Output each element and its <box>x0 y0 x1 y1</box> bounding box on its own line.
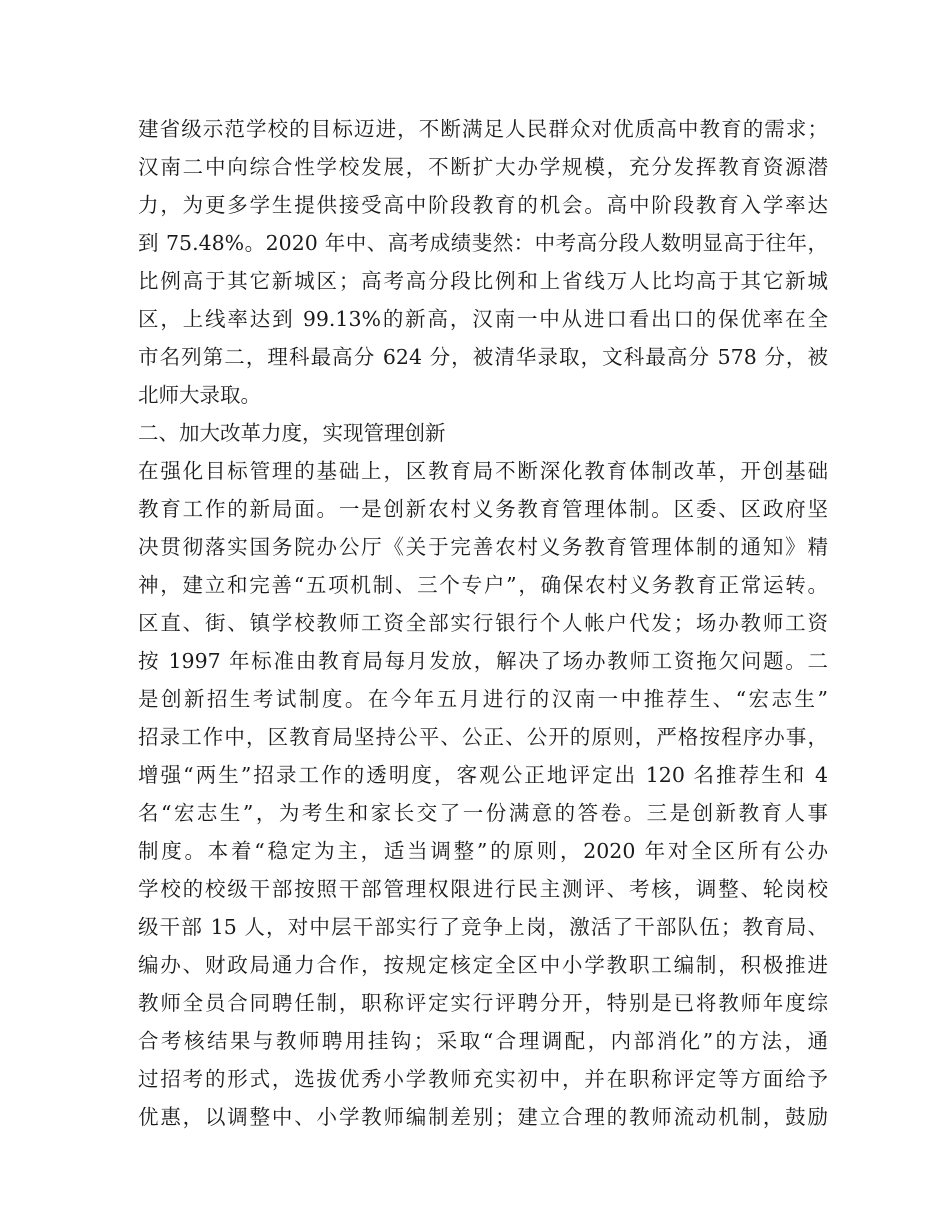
text-line: 比例高于其它新城区；高考高分段比例和上省线万人比均高于其它新城 <box>138 269 828 293</box>
text-line: 区直、街、镇学校教师工资全部实行银行个人帐户代发；场办教师工资 <box>138 611 828 635</box>
text-line: 制度。本着“稳定为主，适当调整”的原则，2020 年对全区所有公办 <box>138 839 828 863</box>
text-line: 力，为更多学生提供接受高中阶段教育的机会。高中阶段教育入学率达 <box>138 193 828 217</box>
text-line: 级干部 15 人，对中层干部实行了竞争上岗，激活了干部队伍；教育局、 <box>138 915 828 939</box>
text-line: 市名列第二，理科最高分 624 分，被清华录取，文科最高分 578 分，被 <box>138 345 828 369</box>
text-line: 神，建立和完善“五项机制、三个专户”，确保农村义务教育正常运转。 <box>138 573 828 597</box>
text-line: 招录工作中，区教育局坚持公平、公正、公开的原则，严格按程序办事， <box>138 725 828 749</box>
text-line: 名“宏志生”，为考生和家长交了一份满意的答卷。三是创新教育人事 <box>138 801 828 825</box>
text-line: 合考核结果与教师聘用挂钩；采取“合理调配，内部消化”的方法，通 <box>138 1029 828 1053</box>
text-line: 增强“两生”招录工作的透明度，客观公正地评定出 120 名推荐生和 4 <box>138 763 828 787</box>
text-line: 按 1997 年标准由教育局每月发放，解决了场办教师工资拖欠问题。二 <box>138 649 828 673</box>
text-line: 到 75.48%。2020 年中、高考成绩斐然：中考高分段人数明显高于往年， <box>138 231 828 255</box>
text-line: 区，上线率达到 99.13%的新高，汉南一中从进口看出口的保优率在全 <box>138 307 828 331</box>
text-line: 是创新招生考试制度。在今年五月进行的汉南一中推荐生、“宏志生” <box>138 687 828 711</box>
section-heading: 二、加大改革力度，实现管理创新 <box>138 421 446 445</box>
text-line: 教育工作的新局面。一是创新农村义务教育管理体制。区委、区政府坚 <box>138 497 828 521</box>
text-line: 建省级示范学校的目标迈进，不断满足人民群众对优质高中教育的需求； <box>138 117 828 141</box>
text-line: 决贯彻落实国务院办公厅《关于完善农村义务教育管理体制的通知》精 <box>138 535 828 559</box>
text-line: 学校的校级干部按照干部管理权限进行民主测评、考核，调整、轮岗校 <box>138 877 828 901</box>
text-line: 北师大录取。 <box>138 383 261 407</box>
text-line: 过招考的形式，选拔优秀小学教师充实初中，并在职称评定等方面给予 <box>138 1067 828 1091</box>
text-line: 教师全员合同聘任制，职称评定实行评聘分开，特别是已将教师年度综 <box>138 991 828 1015</box>
body-text <box>138 110 828 1136</box>
text-line: 在强化目标管理的基础上，区教育局不断深化教育体制改革，开创基础 <box>138 459 828 483</box>
text-line: 编办、财政局通力合作，按规定核定全区中小学教职工编制，积极推进 <box>138 953 828 977</box>
text-line: 优惠，以调整中、小学教师编制差别；建立合理的教师流动机制，鼓励 <box>138 1105 828 1129</box>
text-line: 汉南二中向综合性学校发展，不断扩大办学规模，充分发挥教育资源潜 <box>138 155 828 179</box>
